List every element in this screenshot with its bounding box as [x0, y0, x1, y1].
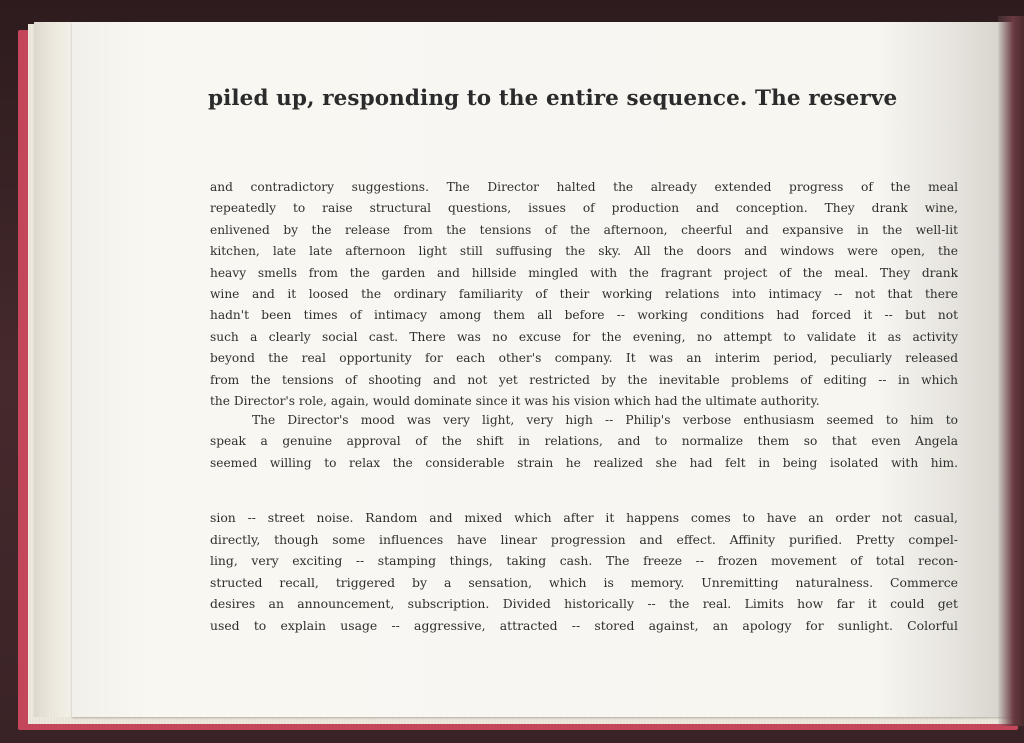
text-line: hadn't been times of intimacy among them all before -- working conditions had forced it -- but not [210, 308, 958, 323]
text-line: the Director's role, again, would dominate since it was his vision which had the ultimate authority. [210, 393, 820, 408]
page-heading: piled up, responding to the entire sequence. The reserve [208, 86, 898, 111]
text-line: used to explain usage -- aggressive, attracted -- stored against, an apology for sunlight. Colorful [210, 617, 958, 633]
text-line: structed recall, triggered by a sensation, which is memory. Unremitting naturalness. Commerce [210, 574, 958, 590]
text-line: wine and it loosed the ordinary familiarity of their working relations into intimacy -- not that there [210, 286, 958, 301]
paragraph-3 [210, 507, 958, 637]
text-line: heavy smells from the garden and hillside mingled with the fragrant project of the meal. They drank [210, 265, 958, 280]
text-line: such a clearly social cast. There was no excuse for the evening, no attempt to validate it as activity [210, 329, 958, 344]
text-line: ling, very exciting -- stamping things, taking cash. The freeze -- frozen movement of total recon- [210, 553, 958, 569]
text-line: from the tensions of shooting and not yet restricted by the inevitable problems of editing -- in which [210, 372, 958, 387]
text-line: seemed willing to relax the considerable strain he realized she had felt in being isolated with him. [210, 455, 958, 470]
text-line: directly, though some influences have linear progression and effect. Affinity purified. Pretty compel- [210, 531, 958, 547]
text-line: enlivened by the release from the tensions of the afternoon, cheerful and expansive in the well-lit [210, 222, 958, 237]
text-line: desires an announcement, subscription. Divided historically -- the real. Limits how far it could get [210, 596, 958, 612]
paragraph-2 [210, 410, 958, 474]
text-line: speak a genuine approval of the shift in relations, and to normalize them so that even Angela [210, 434, 958, 449]
page-edge-shadow [998, 16, 1024, 726]
text-line: beyond the real opportunity for each other's company. It was an interim period, peculiarly released [210, 351, 958, 366]
text-line: kitchen, late late afternoon light still suffusing the sky. All the doors and windows were open, the [210, 244, 958, 259]
text-line: sion -- street noise. Random and mixed which after it happens comes to have an order not casual, [210, 510, 958, 525]
paragraph-1 [210, 177, 958, 412]
text-line: repeatedly to raise structural questions, issues of production and conception. They drank wine, [210, 201, 958, 216]
text-line: The Director's mood was very light, very high -- Philip's verbose enthusiasm seemed to him to [252, 413, 958, 427]
text-line: and contradictory suggestions. The Director halted the already extended progress of the meal [210, 180, 958, 194]
page-spine [34, 22, 76, 717]
